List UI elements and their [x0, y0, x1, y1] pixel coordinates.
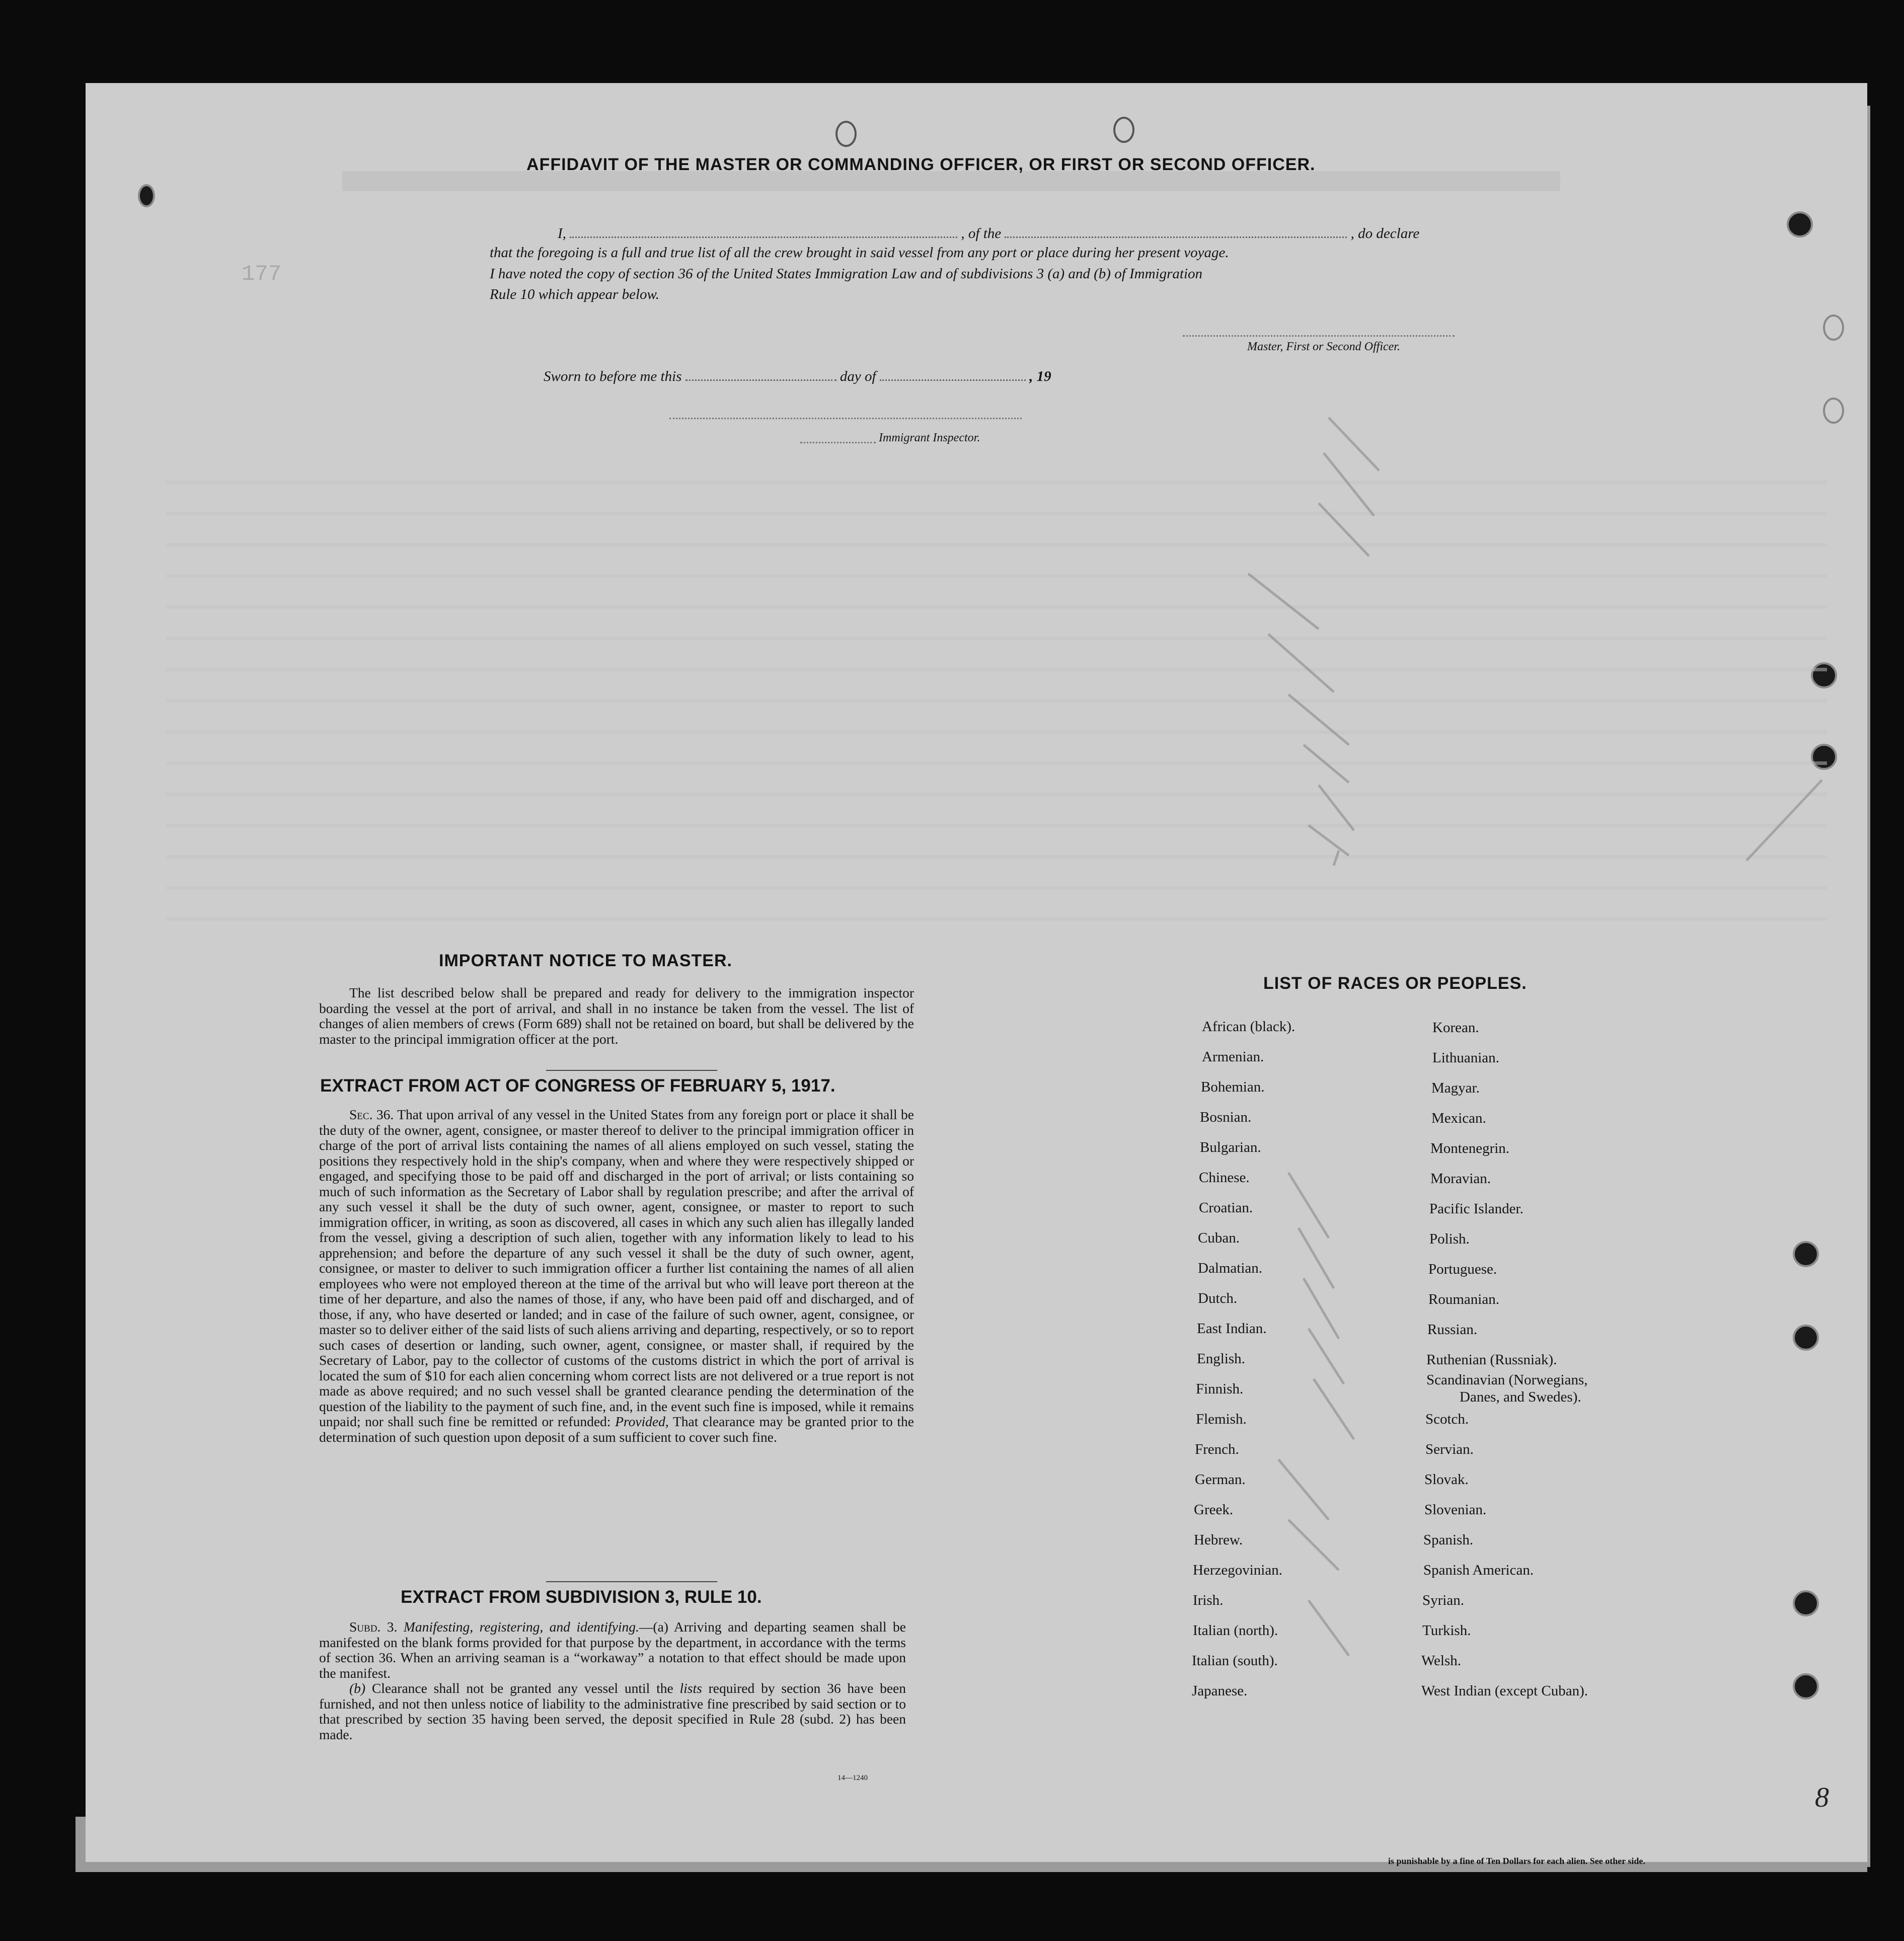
race-item: Spanish.	[1423, 1532, 1474, 1548]
subd-para-a: —(a) Arriving and departing seamen shall be manifested on the blank forms provided for that purpose by the department, in accordance with the terms of section 36. When an arriving seaman is a “workaway” a notation to that effect should be made upon the manifest.	[319, 1619, 906, 1681]
race-item: Scandinavian (Norwegians,	[1426, 1372, 1588, 1388]
subd-label: Subd. 3.	[349, 1619, 398, 1635]
race-item: Japanese.	[1192, 1683, 1248, 1699]
para-b-label: (b)	[349, 1680, 366, 1696]
divider	[546, 1581, 717, 1582]
sworn-month-field[interactable]	[880, 365, 1026, 381]
vessel-name-field[interactable]	[1005, 222, 1347, 238]
para-b-text: Clearance shall not be granted any vessel until the	[371, 1680, 673, 1696]
act-title: EXTRACT FROM ACT OF CONGRESS OF FEBRUARY 5, 1917.	[320, 1076, 835, 1096]
notice-paragraph: The list described below shall be prepared and ready for delivery to the immigration inspector boarding the vessel at the port of arrival, and shall in no instance be taken from the vessel. The list of changes of alien members of crews (Form 689) shall not be retained on board, but shall be delivered by the master to the principal immigration officer at the port.	[319, 985, 914, 1047]
master-name-field[interactable]	[570, 222, 957, 238]
race-item: Moravian.	[1430, 1171, 1491, 1187]
affidavit-line-1	[558, 222, 1419, 243]
rule10-para-b	[319, 1681, 906, 1742]
inspector-signature-line[interactable]	[669, 418, 1022, 419]
race-item: Syrian.	[1422, 1592, 1464, 1608]
race-item: Scotch.	[1425, 1411, 1469, 1427]
race-item: Greek.	[1194, 1502, 1234, 1518]
race-item: Bulgarian.	[1200, 1139, 1261, 1155]
subd-heading: Manifesting, registering, and identifying.	[403, 1619, 639, 1635]
i-label: I,	[558, 225, 566, 242]
race-item: Lithuanian.	[1432, 1050, 1499, 1066]
race-item: West Indian (except Cuban).	[1421, 1683, 1588, 1699]
race-item: Irish.	[1193, 1592, 1224, 1608]
notice-title: IMPORTANT NOTICE TO MASTER.	[439, 951, 732, 970]
race-item: Montenegrin.	[1430, 1140, 1510, 1156]
race-item: Roumanian.	[1428, 1291, 1499, 1307]
race-item: Turkish.	[1422, 1622, 1471, 1639]
race-item: Croatian.	[1199, 1200, 1253, 1216]
race-item: Pacific Islander.	[1429, 1201, 1524, 1217]
affidavit-line-3: I have noted the copy of section 36 of the United States Immigration Law and of subdivisions 3 (a) and (b) of Immigration	[490, 266, 1203, 282]
race-item: Herzegovinian.	[1193, 1562, 1282, 1578]
handwritten-number-8: 8	[1815, 1782, 1829, 1813]
race-item: Italian (south).	[1192, 1653, 1278, 1669]
race-item: Servian.	[1425, 1441, 1474, 1457]
signature-line[interactable]	[1183, 335, 1455, 337]
race-item: Spanish American.	[1423, 1562, 1534, 1578]
act-body	[319, 1107, 914, 1445]
section-text: That upon arrival of any vessel in the United States from any foreign port or place it shall be the duty of the owner, agent, consignee, or master thereof to deliver to the principal immigration officer in charge of the port of arrival lists containing the names of all aliens employed on such vessel, stating the positions they respectively hold in the ship's company, when and where they were respectively shipped or engaged, and specifying those to be paid off and discharged in the port of arrival; or lists containing so much of such information as the Secretary of Labor shall by regulation prescribe; and after the arrival of any such vessel it shall be the duty of such owner, agent, consignee, or master to report to such immigration officer, in writing, as soon as discovered, all cases in which any such alien has illegally landed from the vessel, giving a description of such alien, together with any information likely to lead to his apprehension; and before the departure of any such vessel it shall be the duty of such owner, agent, consignee, or master to deliver to such immigration officer a further list containing the names of all alien employees who were not employed thereon at the time of the arrival but who will leave port thereon at the time of her departure, and also the names of those, if any, who have been paid off and discharged, and of those, if any, who have deserted or landed; and in case of the failure of such owner, agent, consignee, or master so to deliver either of the said lists of such aliens arriving and departing, respectively, or so to report such cases of desertion or landing, such owner, agent, consignee, or master shall, if required by the Secretary of Labor, pay to the collector of customs of the customs district in which the port of arrival is located the sum of $10 for each alien concerning whom correct lists are not delivered or a true report is not made as above required; and no such vessel shall be granted clearance pending the determination of the question of the liability to the payment of such fine, and, in the event such fine is imposed, while it remains unpaid; nor shall such fine be remitted or refunded:	[319, 1107, 914, 1429]
race-item: Magyar.	[1431, 1080, 1480, 1096]
race-item: Polish.	[1429, 1231, 1470, 1247]
race-item: Korean.	[1432, 1020, 1479, 1036]
race-item-continuation: Danes, and Swedes).	[1460, 1389, 1581, 1405]
race-item: Bohemian.	[1201, 1079, 1265, 1095]
race-item: English.	[1197, 1351, 1245, 1367]
race-item: Dutch.	[1198, 1290, 1238, 1306]
signature-caption: Master, First or Second Officer.	[1247, 340, 1400, 353]
para-b-lists: lists	[679, 1680, 702, 1696]
race-item: French.	[1195, 1441, 1239, 1457]
notice-body	[319, 985, 914, 1047]
race-item: Dalmatian.	[1198, 1260, 1263, 1276]
race-item: Portuguese.	[1428, 1261, 1497, 1277]
race-item: Slovenian.	[1424, 1502, 1487, 1518]
section-text-end: That clearance may be granted prior to the determination of such question upon deposit of a sum sufficient to cover such fine.	[319, 1414, 914, 1445]
affidavit-line-4: Rule 10 which appear below.	[490, 286, 659, 302]
race-item: German.	[1195, 1471, 1246, 1488]
provided-label: Provided,	[615, 1414, 669, 1429]
race-item: Cuban.	[1198, 1230, 1240, 1246]
rule10-para-a	[319, 1619, 906, 1681]
race-item: Russian.	[1427, 1322, 1478, 1338]
do-declare-label: , do declare	[1350, 225, 1420, 242]
rule10-title: EXTRACT FROM SUBDIVISION 3, RULE 10.	[401, 1587, 762, 1607]
act-section-36	[319, 1107, 914, 1445]
form-number: 14—1240	[837, 1774, 868, 1782]
under-sheet-note: is punishable by a fine of Ten Dollars for each alien. See other side.	[1388, 1856, 1645, 1866]
race-item: Mexican.	[1431, 1110, 1486, 1126]
sworn-line	[544, 365, 1051, 386]
race-item: East Indian.	[1197, 1321, 1267, 1337]
race-item: Bosnian.	[1200, 1109, 1252, 1125]
race-item: Finnish.	[1196, 1381, 1244, 1397]
inspector-caption: Immigrant Inspector.	[879, 431, 980, 444]
race-item: Hebrew.	[1194, 1532, 1243, 1548]
of-the-label: , of the	[961, 225, 1002, 242]
race-item: Italian (north).	[1193, 1622, 1278, 1639]
affidavit-title: AFFIDAVIT OF THE MASTER OR COMMANDING OFFICER, OR FIRST OR SECOND OFFICER.	[526, 155, 1316, 174]
sworn-day-field[interactable]	[686, 365, 836, 381]
race-item: Armenian.	[1202, 1049, 1264, 1065]
section-label: Sec. 36.	[349, 1107, 394, 1122]
year-label: , 19	[1029, 368, 1051, 384]
race-item: Flemish.	[1196, 1411, 1247, 1427]
inspector-signature-line-2[interactable]	[800, 442, 876, 443]
rule10-body	[319, 1619, 906, 1742]
race-item: Chinese.	[1199, 1170, 1250, 1186]
para-b-text-end: required by section 36 have been furnished, and not then unless notice of liability to the administrative fine prescribed by said section or to that prescribed by section 35 having been served, the deposit specified in Rule 28 (subd. 2) has been made.	[319, 1680, 906, 1742]
sworn-label: Sworn to before me this	[544, 368, 682, 384]
race-item: Ruthenian (Russniak).	[1426, 1352, 1557, 1368]
bleed-through-page-number: 177	[242, 262, 282, 287]
race-item: Welsh.	[1421, 1653, 1462, 1669]
affidavit-line-2: that the foregoing is a full and true list of all the crew brought in said vessel from any port or place during her present voyage.	[490, 245, 1229, 261]
day-of-label: day of	[840, 368, 876, 384]
race-item: African (black).	[1202, 1019, 1296, 1035]
divider	[546, 1070, 717, 1071]
races-title: LIST OF RACES OR PEOPLES.	[1263, 974, 1527, 993]
race-item: Slovak.	[1424, 1471, 1469, 1488]
